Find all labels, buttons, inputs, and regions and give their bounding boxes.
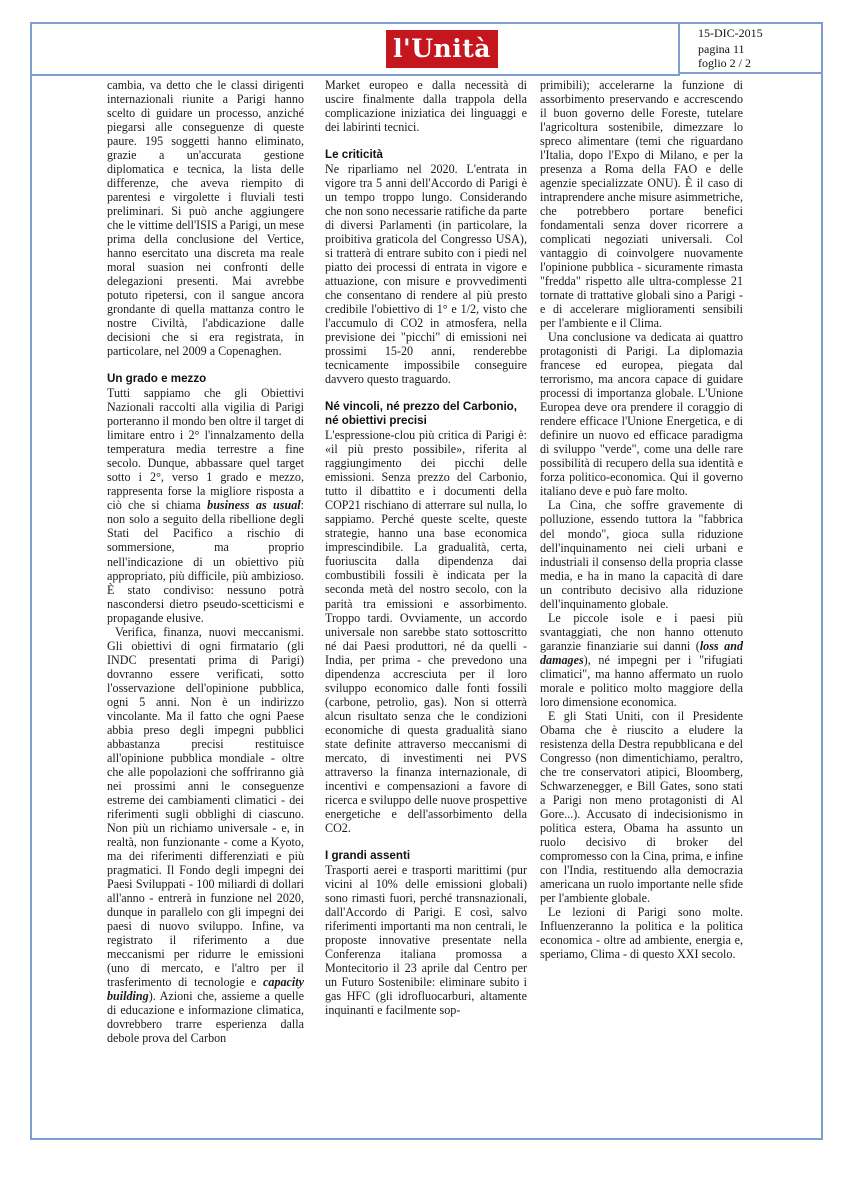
paragraph: La Cina, che soffre gravemente di polluzione, essendo tuttora la "fabbrica del mondo", gioca sulla riduzione dell'inquinamento nei cieli urbani e industriali il consenso della propria classe media, e ha in mano la capacità di dare un contributo decisivo alla riduzione dell'inquinamento globale. — [540, 498, 743, 611]
article-column-1 — [107, 78, 304, 1045]
paragraph: Le piccole isole e i paesi più svantaggiati, che non hanno ottenuto garanzie finanziarie sui danni (loss and damages), né impegni per i "rifugiati climatici", ma hanno affermato un ruolo morale e politico molto maggiore della loro dimensione economica. — [540, 610, 743, 709]
section-heading: Le criticità — [325, 148, 383, 162]
header-rule — [30, 74, 680, 76]
paragraph: Trasporti aerei e trasporti marittimi (pur vicini al 10% delle emissioni globali) sono rimasti fuori, perché transnazionali, dall'Accordo di Parigi. E così, salvo riferimenti importanti ma non centrali, le proposte innovative presentate nella Conferenza italiana promossa a Montecitorio il 23 aprile dal Centro per un Futuro Sostenibile: eliminare subito i gas HFC (gli idrofluocarburi, altamente inquinanti e facilmente sop- — [325, 862, 527, 1017]
paragraph: Le lezioni di Parigi sono molte. Influenzeranno la politica e la politica economica - oltre ad ambiente, energia e, speriamo, Clima - di questo XXI secolo. — [540, 904, 743, 961]
section-heading: Un grado e mezzo — [107, 372, 207, 386]
section-heading: Né vincoli, né prezzo del Carbonio, né obiettivi precisi — [325, 400, 517, 428]
article-column-3 — [540, 78, 743, 961]
paragraph: Ne riparliamo nel 2020. L'entrata in vigore tra 5 anni dell'Accordo di Parigi è un tempo troppo lungo. Considerando che non sono necessarie ratifiche da parte di diversi Parlamenti (in particolare, la proibitiva graticola del Congresso USA), si tratterà di entrare subito con i piedi nel piatto dei processi di entrata in vigore e attuazione, con misure e provvedimenti che consentano di rendere al più presto credibile l'obiettivo di 1° e 1/2, visto che l'accumulo di CO2 in atmosfera, nella previsione dei "picchi" di emissioni nei prossimi 15-20 anni, renderebbe tecnicamente impossibile conseguire davvero questo traguardo. — [325, 162, 527, 387]
paragraph: primibili); accelerarne la funzione di assorbimento preservando e accrescendo il buon governo delle Foreste, tutelare l'agricoltura sostenibile, dimezzare lo spreco alimentare (temi che riguardano l'Italia, dopo l'Expo di Milano, e per la presenza a Roma della FAO e delle agenzie specializzate ONU). È il caso di intraprendere anche misure asimmetriche, che potrebbero portare benefici fondamentali senza dover ricorrere a complicati negoziati universali. Col vantaggio di coinvolgere nuovamente l'opinione pubblica - sicuramente rimasta "fredda" rispetto alle ultra-complesse 21 tornate di trattative globali sino a Parigi - e di accelerare miglioramenti sensibili per l'ambiente e il Clima. — [540, 78, 743, 331]
paragraph: Tutti sappiamo che gli Obiettivi Nazionali raccolti alla vigilia di Parigi porteranno il mondo ben oltre il target di limitare entro i 2° l'innalzamento della temperatura media terrestre a fine secolo. Dunque, abbassare quel target sotto i 2°, verso 1 grado e mezzo, rappresenta forse la migliore risposta a ciò che si chiama business as usual: non solo a seguito della ribellione degli Stati del Pacifico a rischio di sommersione, ma proprio nell'indicazione di un obiettivo più appropriato, più difficile, più ambizioso. È stato condiviso: nessuno potrà nascondersi dietro pseudo-scetticismi e propagande elusive. — [107, 386, 304, 625]
article-column-2 — [325, 78, 527, 1017]
section-heading: I grandi assenti — [325, 848, 411, 862]
paragraph: Market europeo e dalla necessità di uscire finalmente dalla trappola della complicazione iniziatica dei linguaggi e dei labirinti tecnici. — [325, 78, 527, 135]
paragraph: Verifica, finanza, nuovi meccanismi. Gli obiettivi di ogni firmatario (gli INDC presentati prima di Parigi) dovranno essere verificati, sotto l'osservazione dell'opinione pubblica, ogni 5 anni. Non è un indirizzo vincolante. Ma il fatto che ogni Paese abbia preso degli impegni pubblici abbastanza precisi restituisce all'opinione pubblica mondiale - oltre che alle popolazioni che soffriranno già nei prossimi anni le conseguenze estreme dei cambiamenti climatici - dei riferimenti sugli obblighi di ciascuno. Non più un richiamo universale - e, in realtà, non funzionante - come a Kyoto, ma dei riferimenti differenziati e più pragmatici. Il Fondo degli impegni dei Paesi Sviluppati - 100 miliardi di dollari all'anno - entrerà in funzione nel 2020, dunque in parallelo con gli impegni dei paesi di nuovo sviluppo. Infine, va registrato il riferimento a due meccanismi per ridurre le emissioni (uno di mercato, e l'altro per il trasferimento di tecnologie e capacity building). Azioni che, assieme a quelle di educazione e informazione climatica, dovrebbero trarre esperienza dalla debole prova del Carbon — [107, 624, 304, 1046]
sheet-number: foglio 2 / 2 — [698, 56, 751, 70]
paragraph: E gli Stati Uniti, con il Presidente Obama che è riuscito a eludere la resistenza della Destra repubblicana e del Congresso (non dimentichiamo, peraltro, che tre conservatori atipici, Bloomberg, Schwarzenegger, e Bill Gates, sono stati a Parigi non meno protagonisti di Al Gore...). Accusato di indecisionismo in politica estera, Obama ha assunto un ruolo decisivo di broker del compromesso con la Cina, prima, e infine con l'India, restituendo alla democrazia americana un ruolo importante nelle sfide per l'ambiente globale. — [540, 708, 743, 905]
newspaper-logo: l'Unità — [386, 30, 498, 68]
paragraph: cambia, va detto che le classi dirigenti internazionali riunite a Parigi hanno scelto di guidare un processo, anziché piegarsi alle conseguenze di queste paure. 195 soggetti hanno eliminato, grazie a un'accurata gestione diplomatica e tecnica, la lista delle differenze, che aveva riempito di parentesi e virgolette i fluviali testi preliminari. Si può anche aggiungere che le vittime dell'ISIS a Parigi, un mese prima della conclusione del Vertice, hanno esercitato una discreta ma reale moral suasion nei confronti delle delegazioni presenti. Mai avrebbe potuto ripetersi, con il sangue ancora grondante di quella mattanza contro le nostre Civiltà, l'abdicazione dalle decisioni che si era registrata, in particolare, nel 2009 a Copenaghen. — [107, 78, 304, 359]
publication-date: 15-DIC-2015 — [698, 26, 763, 40]
paragraph: Una conclusione va dedicata ai quattro protagonisti di Parigi. La diplomazia francese ed europea, piegata dal terrorismo, ma ancora capace di guidare processi di importanza globale. L'Unione Europea deve ora prendere il coraggio di rendere efficace l'Unione Energetica, e di definire un nuovo ed efficace paradigma di sviluppo "verde", come una delle rare possibilità di recupero della sua identità e forza politico-economica. Qui il governo italiano deve e può fare molto. — [540, 330, 743, 499]
page-number: pagina 11 — [698, 42, 745, 56]
paragraph: L'espressione-clou più critica di Parigi è: «il più presto possibile», riferita al raggiungimento dei picchi delle emissioni. Senza prezzo del Carbonio, tutto il dibattito e i documenti della COP21 rischiano di atterrare sul nulla, lo sappiamo. Perché queste scelte, queste strategie, hanno una base economica imprescindibile. La gradualità, certa, fuoriuscita dalla dipendenza dai combustibili fossili è indicata per la seconda metà del nostro secolo, con la parità tra emissioni e assorbimento. Troppo tardi. Ovviamente, un accordo universale non sarebbe stato sottoscritto né dai Paesi produttori, né da quelli - India, per prima - che prevedono una dipendenza accresciuta per il loro sviluppo economico dalle fonti fossili (carbone, petrolio, gas). Non si otterrà alcun risultato senza che le condizioni economiche di questa gradualità siano state definite attraverso meccanismi di mercato, di investimenti nei PVS attraverso la finanza internazionale, di incentivi e compensazioni a favore di ricerca e sviluppo delle nuove prospettive energetiche e dell'assorbimento della CO2. — [325, 428, 527, 835]
